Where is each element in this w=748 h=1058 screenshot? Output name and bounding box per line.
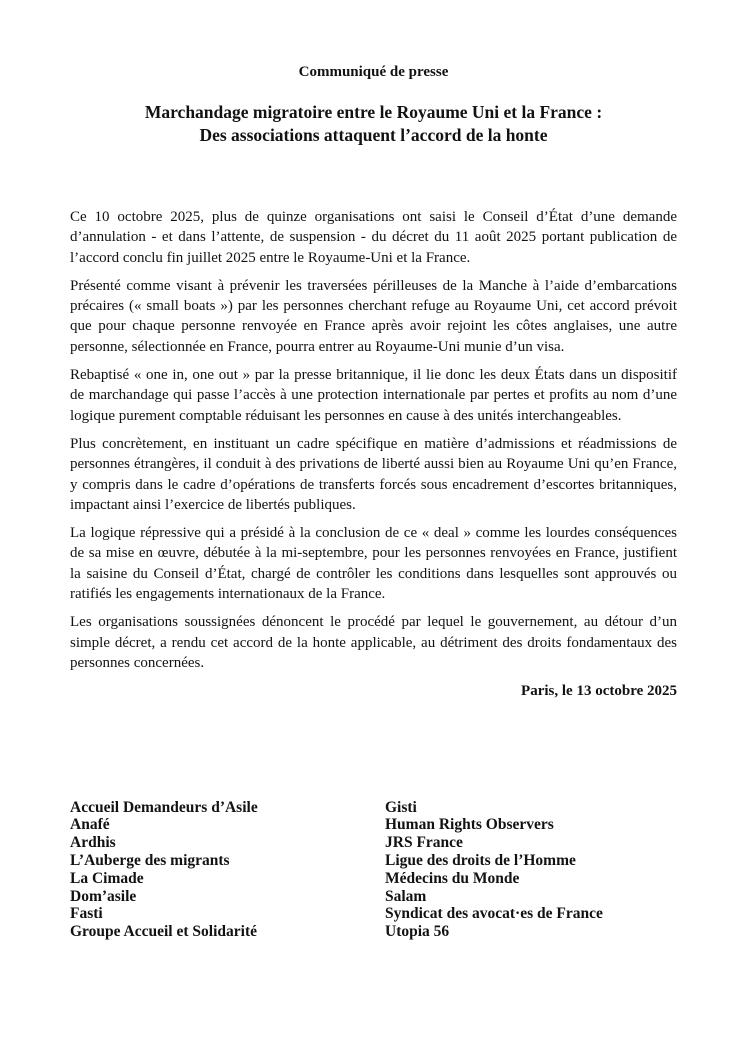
paragraph-4: Plus concrètement, en instituant un cadre spécifique en matière d’admissions et réadmissions de personnes étrangères, il conduit à des privations de liberté aussi bien au Royaume Uni qu’en France, y compris dans le cadre d’opérations de transferts forcés sous encadrement d’escortes britanniques, impactant ainsi l’exercice de libertés publiques. [70,435,677,513]
paragraph-3: Rebaptisé « one in, one out » par la presse britannique, il lie donc les deux États dans un dispositif de marchandage qui passe l’accès à une protection internationale par pertes et profits au nom d’une logique purement comptable réduisant les personnes en cause à des unités interchangeables. [70,367,677,424]
paragraph-1: Ce 10 octobre 2025, plus de quinze organisations ont saisi le Conseil d’État d’une demande d’annulation - et dans l’attente, de suspension - du décret du 11 août 2025 portant publication de l’accord conclu fin juillet 2025 entre le Royaume-Uni et la France. [70,209,677,266]
title-line-1: Marchandage migratoire entre le Royaume Uni et la France : [144,102,603,122]
signatory: Dom’asile [70,887,137,905]
signatory: Salam [385,887,427,905]
signatories-right-column [385,799,677,941]
signatory: Syndicat des avocat·es de France [385,905,603,923]
paragraph-6: Les organisations soussignées dénoncent le procédé par lequel le gouvernement, au détour d’un simple décret, a rendu cet accord de la honte applicable, au détriment des droits fondamentaux des personnes concernées. [70,614,677,671]
signatory: Groupe Accueil et Solidarité [70,923,257,941]
signatory: Human Rights Observers [385,816,554,834]
signatory: Anafé [70,816,110,834]
body-text [70,207,677,702]
title-line-2: Des associations attaquent l’accord de la honte [199,125,548,145]
signatory: JRS France [385,834,463,852]
signatories-section [70,799,677,941]
document-title [70,101,677,147]
signatory: La Cimade [70,869,144,887]
signatory: Ligue des droits de l’Homme [385,851,576,869]
signatory: Médecins du Monde [385,869,520,887]
signatory: Utopia 56 [385,923,450,941]
paragraph-2: Présenté comme visant à prévenir les traversées périlleuses de la Manche à l’aide d’embarcations précaires (« small boats ») par les personnes cherchant refuge au Royaume Uni, cet accord prévoit que pour chaque personne renvoyée en France après avoir rejoint les côtes anglaises, une autre personne, sélectionnée en France, pourra entrer au Royaume-Uni munie d’un visa. [70,277,677,355]
signatory: L’Auberge des migrants [70,851,230,869]
kicker-communique-de-presse: Communiqué de presse [298,64,449,80]
signatories-left-column [70,799,385,941]
document-header [70,62,677,147]
signatory: Ardhis [70,834,116,852]
paragraph-5: La logique répressive qui a présidé à la conclusion de ce « deal » comme les lourdes conséquences de sa mise en œuvre, débutée à la mi-septembre, pour les personnes renvoyées en France, justifient la saisine du Conseil d’État, chargé de contrôler les conditions dans lesquelles sont approuvés ou ratifiés les engagements internationaux de la France. [70,525,677,603]
signatory: Fasti [70,905,103,923]
signatory: Accueil Demandeurs d’Asile [70,798,258,816]
dateline: Paris, le 13 octobre 2025 [521,683,677,700]
signatory: Gisti [385,798,417,816]
